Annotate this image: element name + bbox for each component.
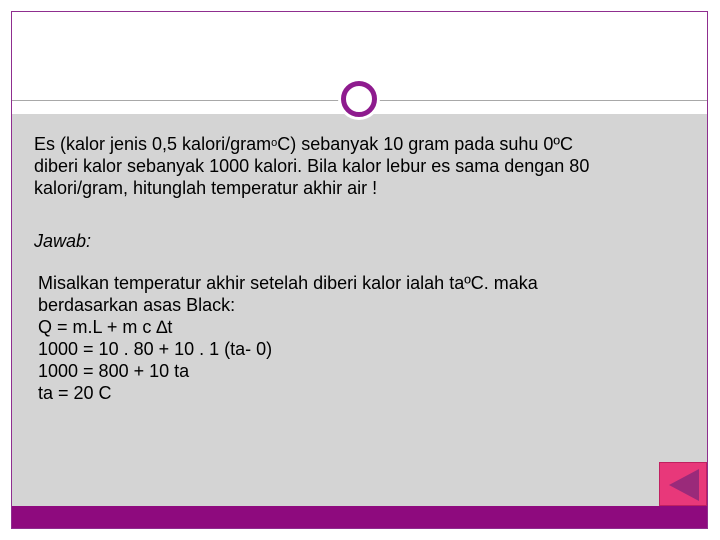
answer-line-6: ta = 20 C xyxy=(38,383,112,403)
triangle-left-icon xyxy=(660,463,708,507)
jawab-label: Jawab: xyxy=(34,231,92,251)
circle-ornament-icon xyxy=(341,81,377,117)
bottom-bar xyxy=(12,506,707,528)
back-button[interactable] xyxy=(659,462,707,506)
answer-line-1: Misalkan temperatur akhir setelah diberi kalor ialah taºC. maka xyxy=(38,273,538,293)
question-line-2: diberi kalor sebanyak 1000 kalori. Bila kalor lebur es sama dengan 80 xyxy=(34,156,590,176)
question-paragraph xyxy=(34,133,589,199)
answer-block xyxy=(38,272,538,404)
question-line-1: Es (kalor jenis 0,5 kalori/gram$^o$C) sebanyak 10 gram pada suhu 0ºC xyxy=(34,134,573,154)
answer-line-2: berdasarkan asas Black: xyxy=(38,295,236,315)
degree-superscript: o xyxy=(271,137,278,149)
answer-line-4: 1000 = 10 . 80 + 10 . 1 (ta- 0) xyxy=(38,339,273,359)
answer-line-3: Q = m.L + m c ∆t xyxy=(38,317,173,337)
question-line-3: kalori/gram, hitunglah temperatur akhir air ! xyxy=(34,178,378,198)
answer-line-5: 1000 = 800 + 10 ta xyxy=(38,361,190,381)
